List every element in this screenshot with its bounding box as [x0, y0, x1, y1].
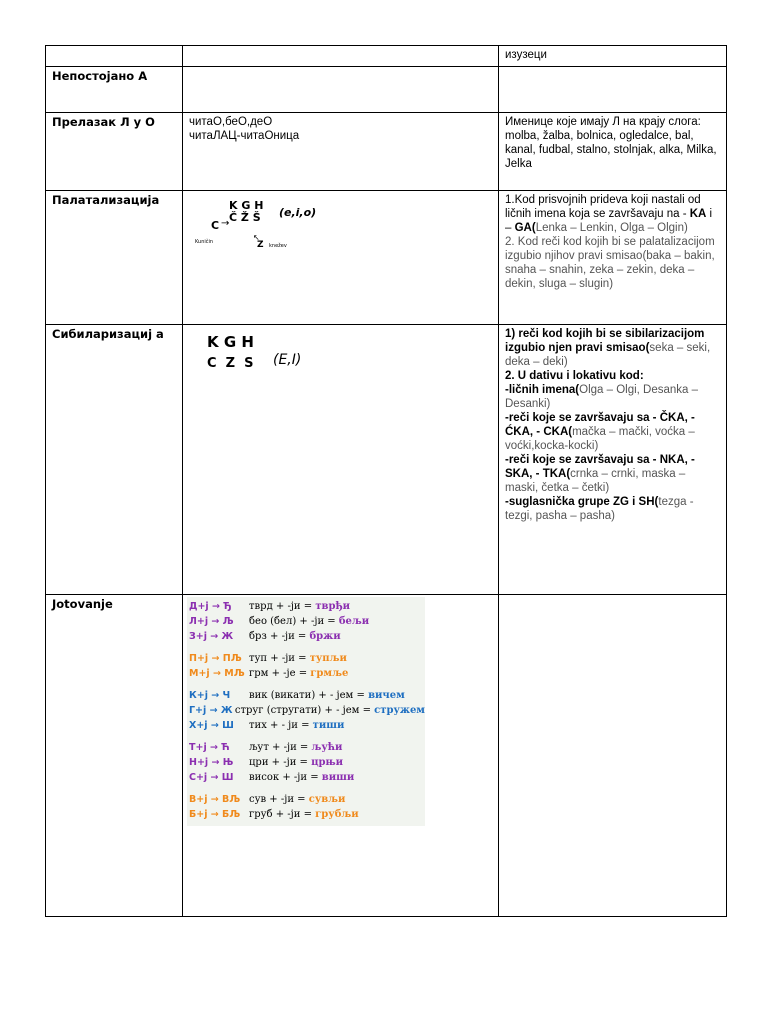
cell-empty	[499, 595, 727, 917]
cell-empty	[183, 67, 499, 113]
cell-empty	[499, 67, 727, 113]
row-nepostojano	[46, 67, 727, 113]
exception-2	[505, 235, 720, 291]
jotovanje-rule: П+ј → ПЉ	[189, 653, 242, 664]
consonants-czs: Č Ž Š	[229, 211, 261, 224]
jotovanje-rule-row	[189, 614, 425, 629]
exception-examples: crnka – crnki, maska – maski, četka – četki)	[505, 468, 686, 494]
jotovanje-example	[249, 740, 425, 755]
consonant-c: C	[211, 219, 220, 232]
jotovanje-result: вичем	[368, 690, 405, 701]
jotovanje-example-text: туп + -ји =	[249, 653, 310, 664]
jotovanje-example	[235, 703, 425, 718]
jotovanje-example-text: вик (викати) + - јем =	[249, 690, 369, 701]
jotovanje-rule: С+ј → Ш	[189, 772, 234, 783]
exception-6	[505, 495, 720, 523]
jotovanje-example-text: цри + -ји =	[249, 757, 312, 768]
jotovanje-example-text: брз + -ји =	[249, 631, 310, 642]
jotovanje-example-text: груб + -ји =	[249, 809, 316, 820]
jotovanje-rule: Х+ј → Ш	[189, 720, 234, 731]
jotovanje-example	[249, 651, 425, 666]
row-label-prelazak: Прелазак Л у О	[46, 113, 183, 191]
jotovanje-example-text: тих + - ји =	[249, 720, 313, 731]
arrow-icon: →	[221, 218, 230, 229]
exception-examples: tezga - tezgi, pasha – pasha)	[505, 496, 694, 522]
exception-examples: Lenka – Lenkin, Olga – Olgin)	[535, 222, 688, 234]
jotovanje-result: тиши	[312, 720, 345, 731]
exception-bold: -reči koje se završavaju sa - NKA, - SKA, - TKA(	[505, 454, 695, 480]
exception-text: 2. Kod reči kod kojih bi se palatalizacijom izgubio njihov pravi smisao	[505, 236, 715, 262]
exception-examples: Olga – Olgi, Desanka – Desanki)	[505, 384, 699, 410]
jotovanje-example	[249, 666, 425, 681]
example-line: читаЛАЦ-читаОница	[189, 130, 300, 142]
jotovanje-result: сувљи	[308, 794, 346, 805]
header-cell-2	[183, 46, 499, 67]
jotovanje-result: тупљи	[309, 653, 347, 664]
vowels-ei: (E,I)	[273, 352, 302, 368]
jotovanje-rule-row	[189, 599, 425, 614]
jotovanje-example-text: бео (бел) + -ји =	[249, 616, 339, 627]
jotovanje-rule: З+ј → Ж	[189, 631, 234, 642]
arrow-up-icon: ↖	[253, 233, 260, 242]
consonants-kgh: K G H	[207, 333, 254, 351]
exception-text: i –	[505, 208, 713, 234]
row-palatalizacija	[46, 191, 727, 325]
grammar-table	[45, 45, 727, 917]
jotovanje-result: грмље	[310, 668, 349, 679]
jotovanje-rule: Л+ј → Љ	[189, 616, 234, 627]
exception-examples: (baka – bakin, snaha – snahin, zeka – zekin, deka – dekin, sluga – slugin)	[505, 250, 715, 290]
cell-sibilarizacija-exceptions	[499, 325, 727, 595]
spacer	[189, 733, 425, 740]
jotovanje-rule-row	[189, 629, 425, 644]
exception-examples: seka – seki, deka – deki)	[505, 342, 711, 368]
example-line: читаО,беО,деО	[189, 116, 273, 128]
jotovanje-rule-row	[189, 718, 425, 733]
jotovanje-rule: В+ј → ВЉ	[189, 794, 241, 805]
row-sibilarizacija	[46, 325, 727, 595]
diagram-word-right: knežev	[269, 243, 287, 249]
exception-4	[505, 411, 720, 453]
jotovanje-rule: М+ј → МЉ	[189, 668, 245, 679]
jotovanje-rule: Д+ј → Ђ	[189, 601, 232, 612]
cell-prelazak-examples	[183, 113, 499, 191]
row-label-nepostojano: Непостојано А	[46, 67, 183, 113]
jotovanje-result: стружем	[374, 705, 425, 716]
jotovanje-rule: Б+ј → БЉ	[189, 809, 241, 820]
jotovanje-example-text: тврд + -ји =	[249, 601, 316, 612]
jotovanje-example	[249, 614, 425, 629]
jotovanje-rule-row	[189, 807, 425, 822]
jotovanje-result: бржи	[309, 631, 341, 642]
jotovanje-example-text: струг (стругати) + - јем =	[234, 705, 375, 716]
sibilarization-diagram	[189, 331, 319, 381]
jotovanje-rule-row	[189, 792, 425, 807]
exception-2: 2. U dativu i lokativu kod:	[505, 370, 644, 382]
header-cell-exceptions: изузеци	[499, 46, 727, 67]
jotovanje-result: љући	[311, 742, 343, 753]
jotovanje-result: тврђи	[315, 601, 351, 612]
jotovanje-example	[249, 688, 425, 703]
jotovanje-rule: К+ј → Ч	[189, 690, 231, 701]
jotovanje-example	[249, 755, 425, 770]
jotovanje-example	[249, 629, 425, 644]
exception-3	[505, 383, 720, 411]
jotovanje-rule-row	[189, 666, 425, 681]
jotovanje-rule-row	[189, 740, 425, 755]
jotovanje-example	[249, 807, 425, 822]
exception-bold: -reči koje se završavaju sa - ČKA, - ĆKA, - CKA(	[505, 412, 695, 438]
exception-examples: mačka – mački, voćka – voćki,kocka-kocki)	[505, 426, 695, 452]
jotovanje-example	[249, 599, 425, 614]
jotovanje-rule-row	[189, 770, 425, 785]
consonant-z: Z	[257, 240, 264, 250]
diagram-word-left: Kuničin	[195, 239, 214, 245]
jotovanje-rule: Т+ј → Ћ	[189, 742, 230, 753]
row-label-sibilarizacija: Сибиларизациј а	[46, 325, 183, 595]
jotovanje-result: бељи	[338, 616, 370, 627]
row-prelazak	[46, 113, 727, 191]
exception-bold: -suglasnička grupe ZG i SH(	[505, 496, 659, 508]
cell-sibilarizacija-figure	[183, 325, 499, 595]
jotovanje-example-text: љут + -ји =	[249, 742, 312, 753]
exception-1	[505, 327, 720, 369]
exception-1	[505, 193, 720, 235]
palatalization-diagram	[189, 197, 319, 267]
row-label-jotovanje: Jotovanje	[46, 595, 183, 917]
row-label-palatalizacija: Палатализација	[46, 191, 183, 325]
spacer	[189, 681, 425, 688]
exception-bold: KA	[689, 208, 707, 220]
exception-bold: GA(	[514, 222, 536, 234]
cell-palatalizacija-figure	[183, 191, 499, 325]
jotovanje-example	[249, 792, 425, 807]
consonants-czs: C Z S	[207, 356, 254, 371]
exception-title: Именице које имају Л на крају слога:	[505, 116, 701, 128]
jotovanje-example	[249, 770, 425, 785]
header-row	[46, 46, 727, 67]
jotovanje-rules-image	[187, 597, 425, 826]
jotovanje-rule-row	[189, 703, 425, 718]
header-cell-1	[46, 46, 183, 67]
jotovanje-example	[249, 718, 425, 733]
cell-palatalizacija-exceptions	[499, 191, 727, 325]
consonants-kgh: K G H	[229, 199, 264, 212]
exception-text: 1.Kod prisvojnih prideva koji nastali od ličnih imena koja se završavaju na -	[505, 194, 701, 220]
jotovanje-result: виши	[321, 772, 355, 783]
jotovanje-rule-row	[189, 651, 425, 666]
jotovanje-rule-row	[189, 688, 425, 703]
exception-bold: 1) reči kod kojih bi se sibilarizacijom izgubio njen pravi smisao(	[505, 328, 705, 354]
exception-5	[505, 453, 720, 495]
jotovanje-rule: Н+ј → Њ	[189, 757, 234, 768]
spacer	[189, 785, 425, 792]
vowels-eio: (e,i,o)	[279, 206, 317, 219]
spacer	[189, 644, 425, 651]
cell-prelazak-exceptions	[499, 113, 727, 191]
jotovanje-example-text: грм + -је =	[249, 668, 311, 679]
jotovanje-example-text: сув + -ји =	[249, 794, 309, 805]
exception-bold: -ličnih imena(	[505, 384, 580, 396]
jotovanje-rule: Г+ј → Ж	[189, 705, 233, 716]
exception-list: molba, žalba, bolnica, ogledalce, bal, kanal, fudbal, stalno, stolnjak, alka, Milka, Jelka	[505, 130, 717, 170]
jotovanje-result: црњи	[311, 757, 344, 768]
jotovanje-rule-row	[189, 755, 425, 770]
jotovanje-result: грубљи	[315, 809, 359, 820]
row-jotovanje	[46, 595, 727, 917]
jotovanje-example-text: висок + -ји =	[249, 772, 322, 783]
cell-jotovanje-figure	[183, 595, 499, 917]
